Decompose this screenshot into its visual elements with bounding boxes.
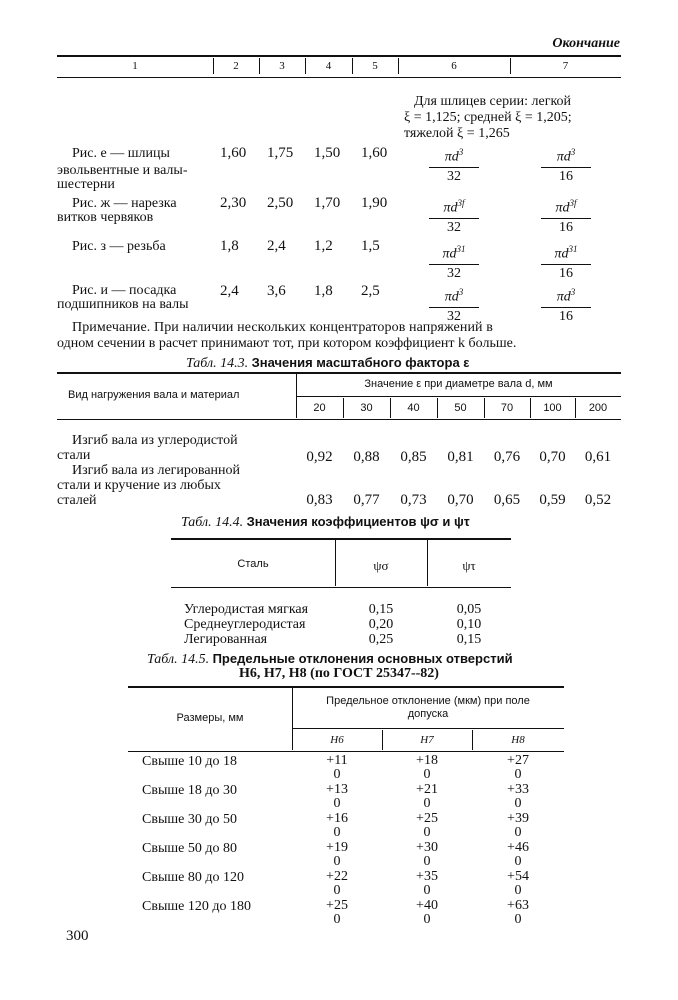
table-rule	[171, 538, 511, 540]
diameter-20: 20	[313, 402, 326, 414]
deviation-upper: +21	[416, 782, 438, 797]
deviation-upper: +11	[326, 753, 348, 768]
col-header-7: 7	[562, 60, 569, 72]
deviation-lower: 0	[333, 796, 341, 811]
epsilon-value: 0,76	[493, 449, 521, 465]
col-header-5: 5	[372, 60, 378, 72]
deviation-lower: 0	[423, 883, 431, 898]
col-deviation-header: Предельное отклонение (мкм) при поле	[326, 695, 530, 707]
size-range: Свыше 120 до 180	[142, 899, 251, 914]
cell-value: 1,90	[361, 195, 388, 211]
row-label: Изгиб вала из легированной	[72, 463, 241, 478]
continuation-label: Окончание	[552, 36, 620, 51]
series-note-line: ξ = 1,125; средней ξ = 1,205;	[404, 110, 572, 125]
deviation-upper: +30	[416, 840, 438, 855]
deviation-upper: +13	[326, 782, 348, 797]
epsilon-value: 0,65	[493, 492, 521, 508]
caption-title: Значения коэффициентов ψσ и ψτ	[246, 514, 470, 529]
row-label: стали и кручение из любых	[57, 478, 221, 493]
col-sizes-header: Размеры, мм	[176, 712, 244, 724]
cell-value: 1,2	[314, 238, 333, 254]
col-h8-header: H8	[511, 734, 525, 746]
col-header-6: 6	[451, 60, 457, 72]
deviation-upper: +25	[416, 811, 438, 826]
steel-name: Легированная	[184, 632, 268, 647]
cell-value: 1,5	[361, 238, 380, 254]
formula-col7: $\pi d^3$ 16	[541, 144, 591, 185]
epsilon-value: 0,70	[539, 449, 566, 465]
col-header-2: 2	[233, 60, 239, 72]
epsilon-value: 0,88	[353, 449, 380, 465]
cell-value: 2,4	[267, 238, 286, 254]
deviation-upper: +39	[507, 811, 529, 826]
deviation-lower: 0	[514, 854, 522, 869]
table-14-3-caption	[186, 355, 469, 372]
deviation-lower: 0	[514, 825, 522, 840]
steel-name: Углеродистая мягкая	[184, 602, 309, 617]
epsilon-value: 0,92	[306, 449, 333, 465]
diameter-40: 40	[407, 402, 420, 414]
table-rule	[128, 686, 564, 688]
row-label: Рис. ж — нарезка	[72, 196, 177, 211]
cell-value: 2,5	[361, 283, 380, 299]
size-range: Свыше 30 до 50	[142, 812, 237, 827]
col-deviation-header: допуска	[407, 708, 449, 720]
epsilon-value: 0,70	[447, 492, 474, 508]
size-range: Свыше 50 до 80	[142, 841, 237, 856]
deviation-lower: 0	[423, 767, 431, 782]
deviation-lower: 0	[333, 883, 341, 898]
cell-value: 3,6	[267, 283, 286, 299]
cell-value: 1,8	[220, 238, 239, 254]
row-label: подшипников на валы	[57, 297, 189, 312]
col-header-1: 1	[132, 60, 138, 72]
row-label: эвольвентные и валы-	[57, 163, 188, 178]
cell-value: 1,75	[267, 145, 294, 161]
psi-sigma-value: 0,20	[368, 617, 394, 632]
cell-value: 1,70	[314, 195, 341, 211]
deviation-upper: +33	[507, 782, 529, 797]
deviation-lower: 0	[423, 854, 431, 869]
size-range: Свыше 18 до 30	[142, 783, 237, 798]
size-range: Свыше 80 до 120	[142, 870, 244, 885]
cell-value: 1,60	[220, 145, 247, 161]
formula-col6: $\pi d^3$ 32	[429, 144, 479, 185]
top-table-header-rule	[57, 77, 621, 78]
col-steel-header: Сталь	[237, 558, 269, 570]
psi-tau-value: 0,05	[456, 602, 482, 617]
col-h7-header: H7	[420, 734, 434, 746]
cell-value: 2,50	[267, 195, 294, 211]
deviation-lower: 0	[333, 825, 341, 840]
deviation-upper: +22	[326, 869, 348, 884]
epsilon-value: 0,73	[400, 492, 427, 508]
deviation-upper: +27	[507, 753, 529, 768]
diameter-100: 100	[543, 402, 562, 414]
deviation-lower: 0	[514, 883, 522, 898]
deviation-lower: 0	[423, 912, 431, 927]
deviation-lower: 0	[514, 912, 522, 927]
size-range: Свыше 10 до 18	[142, 754, 237, 769]
row-label: витков червяков	[57, 210, 154, 225]
deviation-upper: +35	[416, 869, 438, 884]
deviation-upper: +25	[326, 898, 348, 913]
epsilon-value: 0,61	[584, 449, 612, 465]
diameter-30: 30	[360, 402, 373, 414]
note-line-1: Примечание. При наличии нескольких концентраторов напряжений в	[72, 320, 493, 335]
cell-value: 1,60	[361, 145, 388, 161]
caption-number: Табл. 14.3.	[186, 356, 249, 371]
series-note-line: тяжелой ξ = 1,265	[404, 126, 510, 141]
col-psi-sigma-header: ψσ	[373, 558, 389, 573]
col-header-3: 3	[279, 60, 285, 72]
col-load-header: Вид нагружения вала и материал	[68, 389, 240, 401]
deviation-lower: 0	[514, 767, 522, 782]
epsilon-value: 0,81	[447, 449, 474, 465]
table-14-5-caption-line2: H6, H7, H8 (по ГОСТ 25347--82)	[239, 666, 439, 681]
row-label: Рис. и — посадка	[72, 283, 177, 298]
diameter-200: 200	[588, 402, 608, 414]
psi-sigma-value: 0,15	[368, 602, 394, 617]
row-label: сталей	[57, 493, 97, 508]
page-number: 300	[66, 928, 89, 944]
deviation-upper: +63	[507, 898, 529, 913]
formula-col7: $\pi d^{31}$ 16	[541, 241, 591, 282]
epsilon-value: 0,77	[353, 492, 380, 508]
deviation-upper: +46	[507, 840, 529, 855]
caption-title: Предельные отклонения основных отверстий	[212, 651, 513, 666]
table-rule	[296, 396, 621, 397]
steel-name: Среднеуглеродистая	[184, 617, 306, 632]
deviation-lower: 0	[514, 796, 522, 811]
col-diameter-header: Значение ε при диаметре вала d, мм	[364, 378, 553, 390]
deviation-upper: +16	[326, 811, 348, 826]
deviation-upper: +54	[507, 869, 529, 884]
epsilon-value: 0,83	[306, 492, 333, 508]
table-rule	[292, 728, 564, 729]
epsilon-value: 0,59	[539, 492, 566, 508]
epsilon-value: 0,52	[584, 492, 612, 508]
col-header-4: 4	[325, 60, 332, 72]
table-14-4-caption	[181, 514, 470, 531]
deviation-lower: 0	[423, 796, 431, 811]
table-rule	[57, 419, 621, 420]
series-note-line: Для шлицев серии: легкой	[414, 94, 572, 109]
deviation-lower: 0	[333, 854, 341, 869]
cell-value: 2,30	[220, 195, 247, 211]
caption-number: Табл. 14.5.	[147, 652, 210, 667]
formula-col6: $\pi d^3$ 32	[429, 284, 479, 325]
row-label: стали	[57, 448, 91, 463]
deviation-upper: +19	[326, 840, 348, 855]
cell-value: 1,8	[314, 283, 333, 299]
col-h6-header: H6	[330, 734, 344, 746]
col-psi-tau-header: ψτ	[462, 558, 476, 573]
table-rule	[128, 751, 564, 752]
diameter-50: 50	[454, 402, 467, 414]
table-rule	[57, 372, 621, 374]
cell-value: 1,50	[314, 145, 341, 161]
psi-tau-value: 0,15	[456, 632, 482, 647]
formula-col6: $\pi d^{3f}$ 32	[429, 195, 479, 236]
psi-tau-value: 0,10	[456, 617, 482, 632]
caption-number: Табл. 14.4.	[181, 515, 244, 530]
psi-sigma-value: 0,25	[368, 632, 394, 647]
note-line-2: одном сечении в расчет принимают тот, при котором коэффициент k больше.	[57, 336, 517, 351]
formula-col7: $\pi d^{3f}$ 16	[541, 195, 591, 236]
formula-col7: $\pi d^3$ 16	[541, 284, 591, 325]
row-label: Рис. е — шлицы	[72, 146, 170, 161]
row-label: шестерни	[57, 177, 115, 192]
row-label: Изгиб вала из углеродистой	[72, 433, 238, 448]
epsilon-value: 0,85	[400, 449, 427, 465]
row-label: Рис. з — резьба	[72, 239, 166, 254]
deviation-lower: 0	[333, 767, 341, 782]
deviation-upper: +18	[416, 753, 438, 768]
deviation-lower: 0	[423, 825, 431, 840]
top-table-rule	[57, 55, 621, 57]
caption-title: Значения масштабного фактора ε	[251, 355, 470, 370]
diameter-70: 70	[500, 402, 514, 414]
deviation-upper: +40	[416, 898, 438, 913]
deviation-lower: 0	[333, 912, 341, 927]
formula-col6: $\pi d^{31}$ 32	[429, 241, 479, 282]
table-rule	[171, 587, 511, 588]
cell-value: 2,4	[220, 283, 239, 299]
